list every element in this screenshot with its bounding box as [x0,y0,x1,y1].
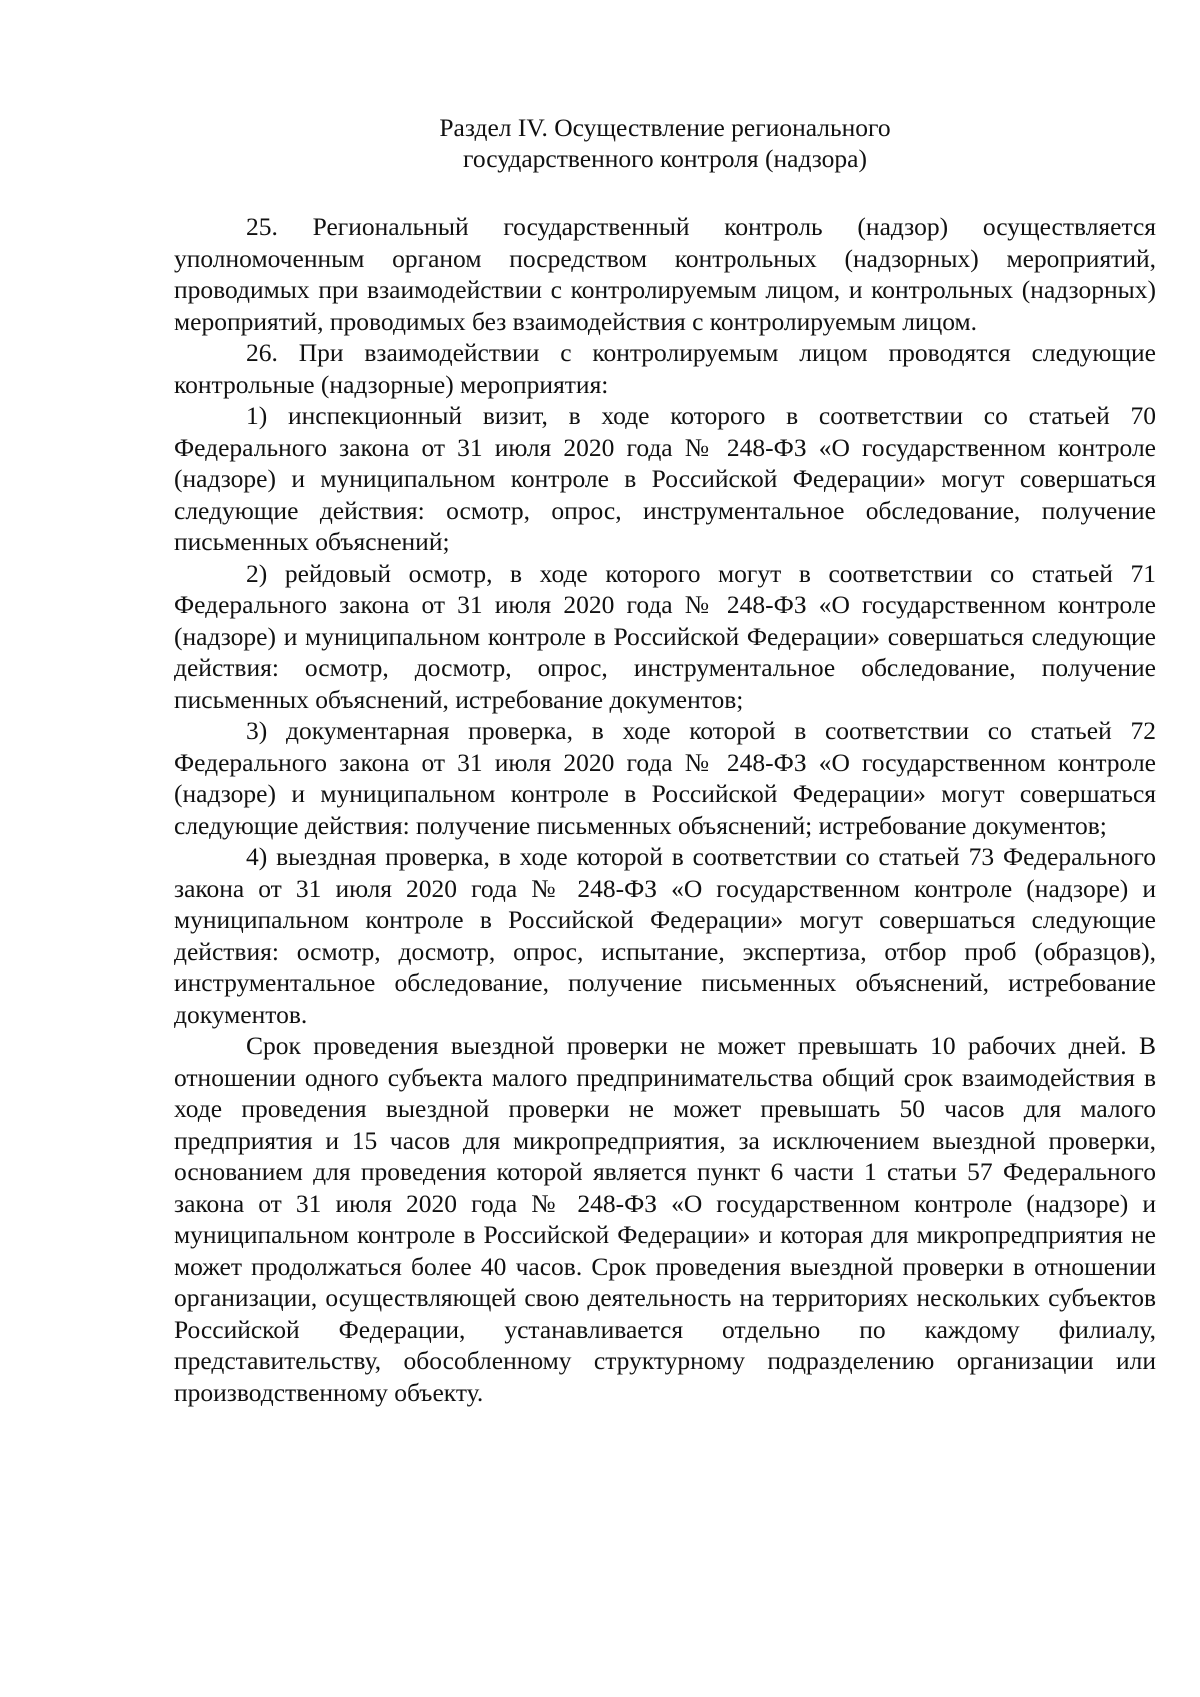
section-heading-line-1: Раздел IV. Осуществление регионального [439,113,891,142]
section-heading [174,112,1156,174]
paragraph-25: 25. Региональный государственный контроль (надзор) осуществляется уполномоченным органом посредством контрольных (надзорных) мероприятий, проводимых при взаимодействии с контролируемым лицом, и контрольных (надзорных) мероприятий, проводимых без взаимодействия с контролируемым лицом. [174,212,1156,336]
paragraph-26: 26. При взаимодействии с контролируемым лицом проводятся следующие контрольные (надзорные) мероприятия: [174,338,1156,399]
list-item-inspection-visit: 1) инспекционный визит, в ходе которого в соответствии со статьей 70 Федерального закона от 31 июля 2020 года № 248-ФЗ «О государственном контроле (надзоре) и муниципальном контроле в Российской Федерации» могут совершаться следующие действия: осмотр, опрос, инструментальное обследование, получение письменных объяснений; [174,401,1156,556]
list-item-documentary-check: 3) документарная проверка, в ходе которой в соответствии со статьей 72 Федерального закона от 31 июля 2020 года № 248-ФЗ «О государственном контроле (надзоре) и муниципальном контроле в Российской Федерации» могут совершаться следующие действия: получение письменных объяснений; истребование документов; [174,716,1156,840]
paragraph-onsite-check-duration: Срок проведения выездной проверки не может превышать 10 рабочих дней. В отношении одного субъекта малого предпринимательства общий срок взаимодействия в ходе проведения выездной проверки не может превышать 50 часов для малого предприятия и 15 часов для микропредприятия, за исключением выездной проверки, основанием для проведения которой является пункт 6 части 1 статьи 57 Федерального закона от 31 июля 2020 года № 248-ФЗ «О государственном контроле (надзоре) и муниципальном контроле в Российской Федерации» и которая для микропредприятия не может продолжаться более 40 часов. Срок проведения выездной проверки в отношении организации, осуществляющей свою деятельность на территориях нескольких субъектов Российской Федерации, устанавливается отдельно по каждому филиалу, представительству, обособленному структурному подразделению организации или производственному объекту. [174,1031,1156,1407]
list-item-onsite-check: 4) выездная проверка, в ходе которой в соответствии со статьей 73 Федерального закона от 31 июля 2020 года № 248-ФЗ «О государственном контроле (надзоре) и муниципальном контроле в Российской Федерации» могут совершаться следующие действия: осмотр, досмотр, опрос, испытание, экспертиза, отбор проб (образцов), инструментальное обследование, получение письменных объяснений, истребование документов. [174,842,1156,1029]
document-page [174,112,1156,1408]
list-item-raid-inspection: 2) рейдовый осмотр, в ходе которого могут в соответствии со статьей 71 Федерального закона от 31 июля 2020 года № 248-ФЗ «О государственном контроле (надзоре) и муниципальном контроле в Российской Федерации» совершаться следующие действия: осмотр, досмотр, опрос, инструментальное обследование, получение письменных объяснений, истребование документов; [174,558,1156,714]
section-heading-line-2: государственного контроля (надзора) [463,144,867,173]
